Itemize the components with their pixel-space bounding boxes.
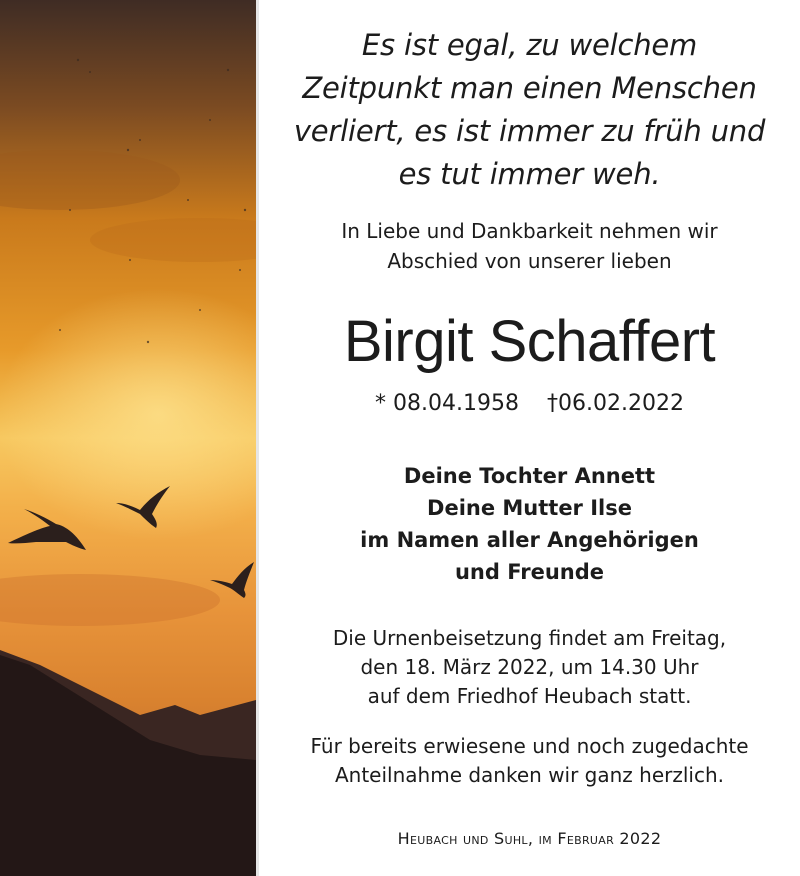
quote-line: Es ist egal, zu welchem [361,28,698,62]
quote-line: Zeitpunkt man einen Menschen [302,71,757,105]
notice-text-column [259,0,800,876]
intro-line: Abschied von unserer lieben [387,249,672,273]
funeral-line: den 18. März 2022, um 14.30 Uhr [360,655,699,679]
sunset-birds-illustration [0,0,256,876]
funeral-details [259,624,800,711]
memorial-quote [259,24,800,196]
death-date: †06.02.2022 [547,391,684,416]
farewell-intro [259,216,800,276]
thanks-note [259,732,800,790]
funeral-line: auf dem Friedhof Heubach statt. [367,684,692,708]
life-dates [259,388,800,420]
mourner-line: Deine Tochter Annett [403,464,656,488]
mourners-list [259,460,800,588]
birth-date: * 08.04.1958 [375,391,519,416]
thanks-line: Für bereits erwiesene und noch zugedachte [310,734,749,758]
quote-line: verliert, es ist immer zu früh und [293,114,766,148]
quote-line: es tut immer weh. [398,157,661,191]
sunset-birds-image [0,0,256,876]
intro-line: In Liebe und Dankbarkeit nehmen wir [341,219,718,243]
deceased-name: Birgit Schaffert [343,309,716,374]
thanks-line: Anteilnahme danken wir ganz herzlich. [334,763,725,787]
place-and-date: Heubach und Suhl, im Februar 2022 [397,829,662,848]
funeral-line: Die Urnenbeisetzung findet am Freitag, [332,626,727,650]
mourner-line: im Namen aller Angehörigen [360,528,699,552]
mourner-line: und Freunde [454,560,605,584]
mourner-line: Deine Mutter Ilse [427,496,632,520]
